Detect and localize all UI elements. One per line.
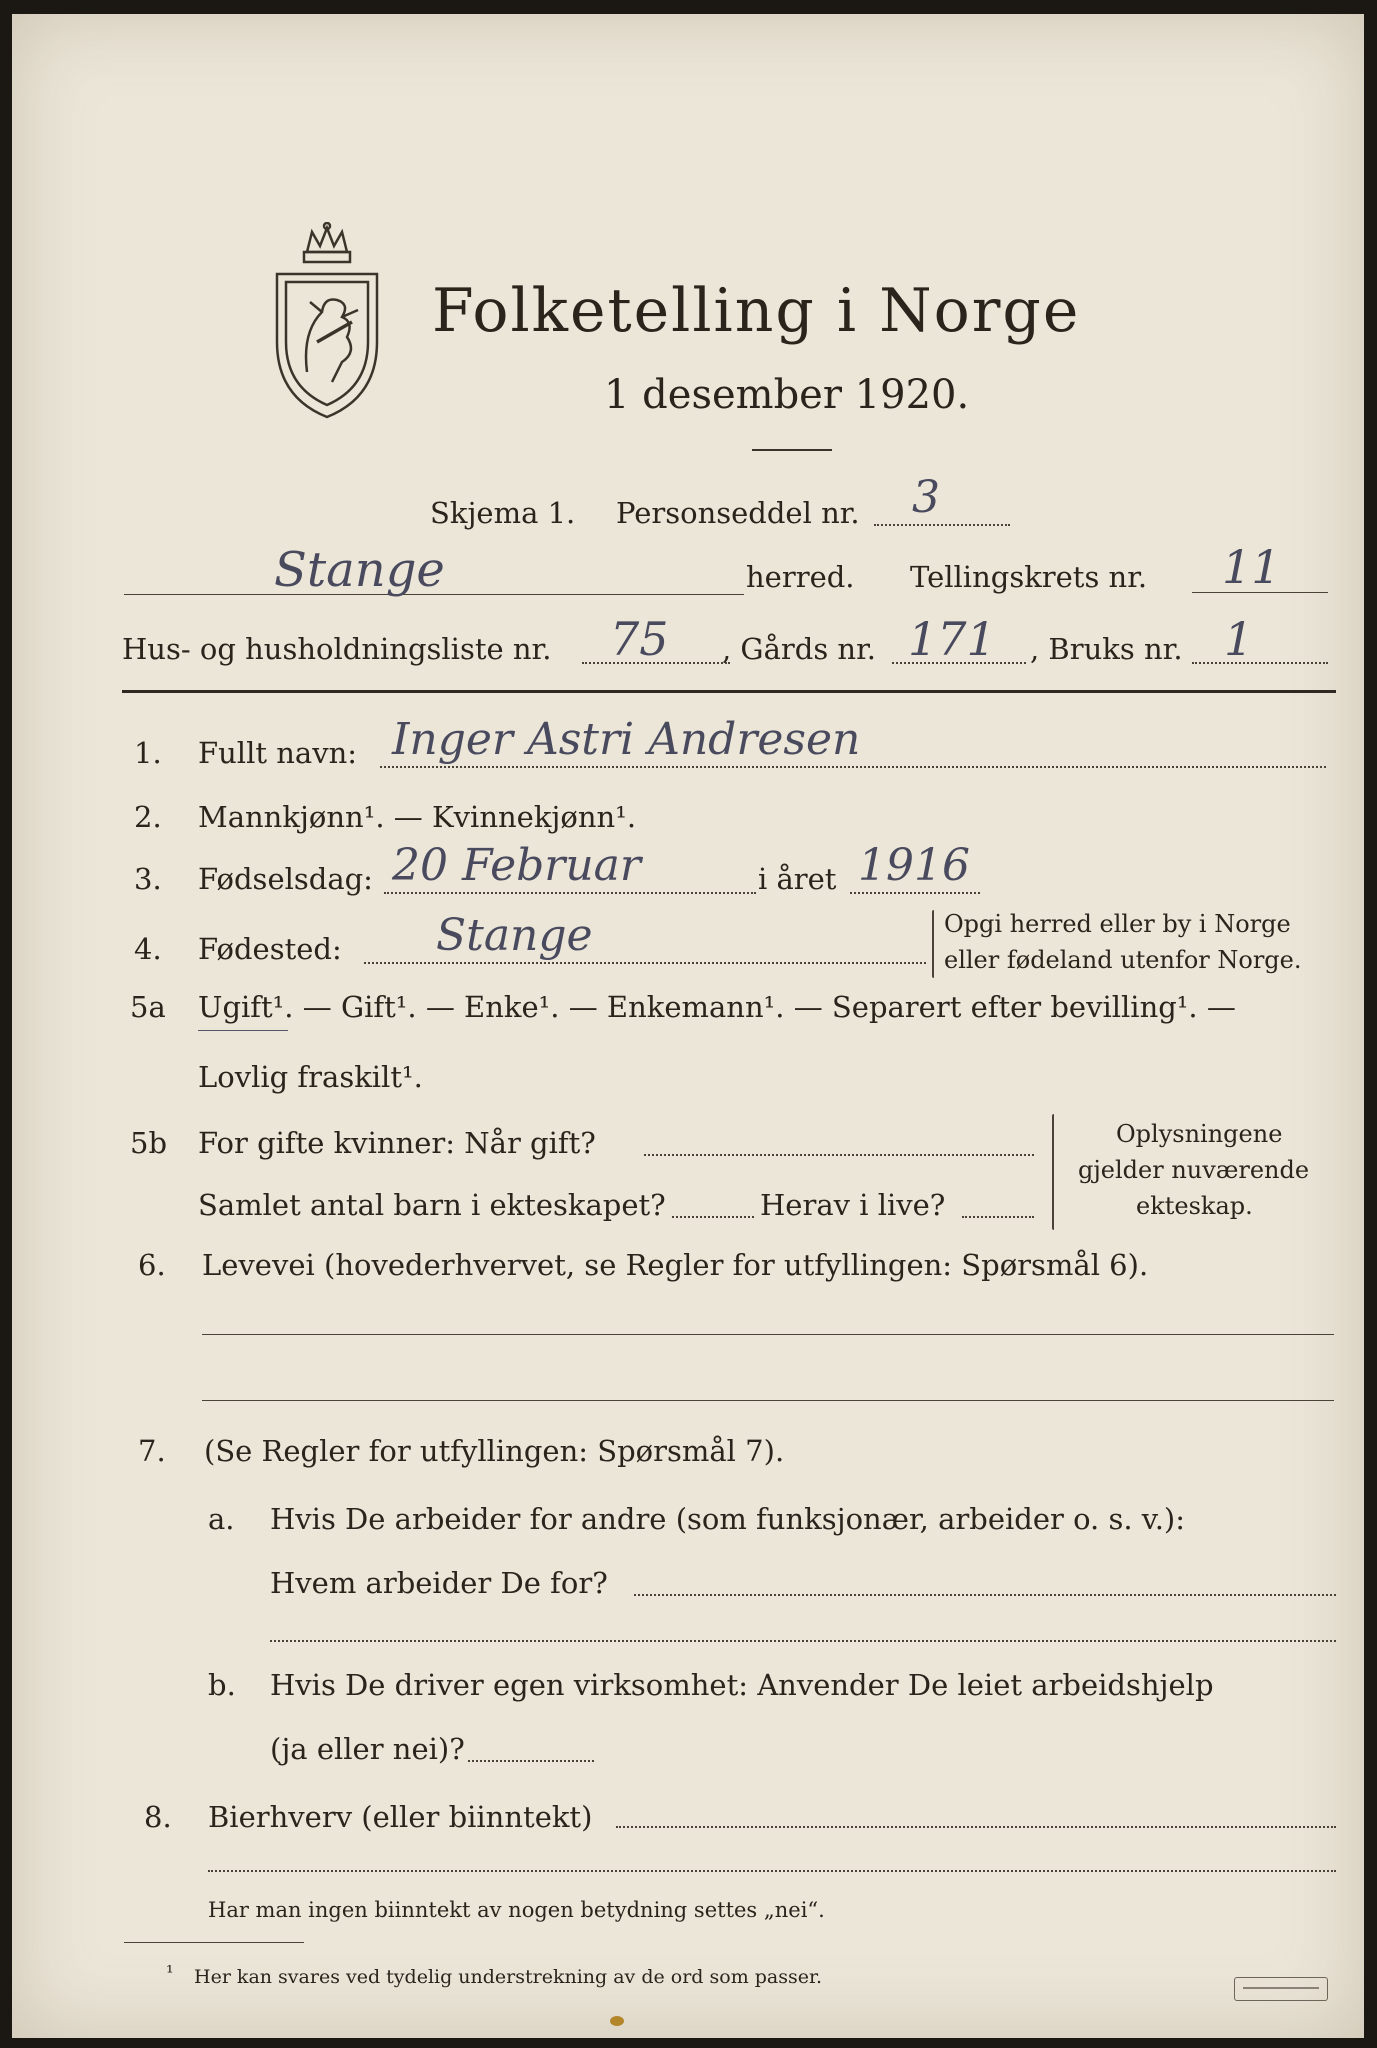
title-divider xyxy=(752,449,832,451)
personseddel-value[interactable]: 3 xyxy=(912,472,940,523)
footnote-text: Her kan svares ved tydelig understrekning av de ord som passer. xyxy=(194,1966,823,1988)
q7a-question: Hvis De arbeider for andre (som funksjonær, arbeider o. s. v.): xyxy=(270,1502,1186,1536)
norwegian-coat-of-arms-icon xyxy=(262,222,392,422)
full-name-field-line xyxy=(380,766,1326,768)
sex-options[interactable]: Mannkjønn¹. — Kvinnekjønn¹. xyxy=(198,800,637,834)
occupation-field-line2 xyxy=(202,1400,1334,1401)
year-label: i året xyxy=(758,862,837,896)
ink-spot xyxy=(610,2016,624,2026)
q7b-letter: b. xyxy=(208,1668,236,1702)
marital-status-options-cont[interactable]: Lovlig fraskilt¹. xyxy=(198,1060,423,1094)
q1-label: Fullt navn: xyxy=(198,736,358,770)
employer-field-line2 xyxy=(270,1640,1336,1642)
bruks-label: , Bruks nr. xyxy=(1030,632,1183,666)
schema-label: Skjema 1. xyxy=(430,496,576,530)
birthday-field-line xyxy=(384,892,756,894)
herred-label: herred. xyxy=(746,560,855,594)
side-income-note: Har man ingen biinntekt av nogen betydning settes „nei“. xyxy=(208,1898,825,1922)
birthplace-note-line1: Opgi herred eller by i Norge xyxy=(944,910,1291,938)
tellingskrets-label: Tellingskrets nr. xyxy=(910,560,1148,594)
marriage-note-line2: gjelder nuværende xyxy=(1078,1156,1310,1184)
q1-number: 1. xyxy=(134,736,162,770)
footnote-mark: ¹ xyxy=(166,1962,174,1984)
herred-value[interactable]: Stange xyxy=(274,542,445,598)
birthplace-value[interactable]: Stange xyxy=(436,910,593,961)
form-title: Folketelling i Norge xyxy=(432,276,1081,346)
personseddel-label: Personseddel nr. xyxy=(616,496,860,530)
marriage-note-brace xyxy=(1052,1114,1054,1230)
census-form-page xyxy=(12,14,1364,2038)
q7-label: (Se Regler for utfyllingen: Spørsmål 7). xyxy=(204,1434,785,1468)
q4-label: Fødested: xyxy=(198,932,342,966)
q7b-question: Hvis De driver egen virksomhet: Anvender De leiet arbeidshjelp xyxy=(270,1668,1214,1702)
married-when-field-line xyxy=(644,1154,1034,1156)
employer-field-line1 xyxy=(634,1594,1336,1596)
occupation-field-line1 xyxy=(202,1334,1334,1335)
children-total-field-line xyxy=(672,1216,754,1218)
birthplace-note-line2: eller fødeland utenfor Norge. xyxy=(944,946,1302,974)
employer-label: Hvem arbeider De for? xyxy=(270,1566,608,1600)
q4-number: 4. xyxy=(134,932,162,966)
birthplace-note-brace xyxy=(932,910,934,978)
hired-help-field-line xyxy=(468,1760,594,1762)
q3-label: Fødselsdag: xyxy=(198,862,373,896)
gards-label: , Gårds nr. xyxy=(722,632,876,666)
husholdningsliste-value[interactable]: 75 xyxy=(610,612,669,666)
census-date: 1 desember 1920. xyxy=(604,372,970,418)
birth-year-value[interactable]: 1916 xyxy=(858,840,970,891)
marriage-note-line3: ekteskap. xyxy=(1136,1192,1253,1220)
q7-number: 7. xyxy=(138,1434,166,1468)
children-alive-label: Herav i live? xyxy=(760,1188,946,1222)
side-income-label: Bierhverv (eller biinntekt) xyxy=(208,1800,593,1834)
q8-number: 8. xyxy=(144,1800,172,1834)
children-alive-field-line xyxy=(962,1216,1034,1218)
personseddel-field-line xyxy=(874,524,1010,526)
birthplace-field-line xyxy=(364,962,926,964)
bruks-field-line xyxy=(1192,662,1328,664)
printer-stamp xyxy=(1234,1977,1328,2001)
q6-number: 6. xyxy=(138,1248,166,1282)
side-income-field-line1 xyxy=(616,1826,1336,1828)
q3-number: 3. xyxy=(134,862,162,896)
birth-year-field-line xyxy=(850,892,980,894)
q5a-number: 5a xyxy=(130,990,166,1024)
gards-value[interactable]: 171 xyxy=(908,612,996,666)
bruks-value[interactable]: 1 xyxy=(1224,612,1254,666)
ugift-underline-mark xyxy=(198,1030,288,1031)
marital-status-options[interactable]: Ugift¹. — Gift¹. — Enke¹. — Enkemann¹. — Separert efter bevilling¹. — xyxy=(198,990,1236,1024)
hired-help-label: (ja eller nei)? xyxy=(270,1732,465,1766)
q2-number: 2. xyxy=(134,800,162,834)
q5b-number: 5b xyxy=(130,1126,168,1160)
husholdningsliste-label: Hus- og husholdningsliste nr. xyxy=(122,632,552,666)
side-income-field-line2 xyxy=(208,1870,1336,1872)
q7a-letter: a. xyxy=(208,1502,235,1536)
full-name-value[interactable]: Inger Astri Andresen xyxy=(392,714,861,765)
children-total-label: Samlet antal barn i ekteskapet? xyxy=(198,1188,666,1222)
footnote-divider xyxy=(124,1942,304,1943)
marriage-note-line1: Oplysningene xyxy=(1116,1120,1283,1148)
birthday-value[interactable]: 20 Februar xyxy=(392,840,641,891)
header-divider xyxy=(122,690,1336,693)
tellingskrets-value[interactable]: 11 xyxy=(1222,540,1281,594)
married-when-label: For gifte kvinner: Når gift? xyxy=(198,1126,596,1160)
occupation-label: Levevei (hovederhvervet, se Regler for utfyllingen: Spørsmål 6). xyxy=(202,1248,1149,1282)
